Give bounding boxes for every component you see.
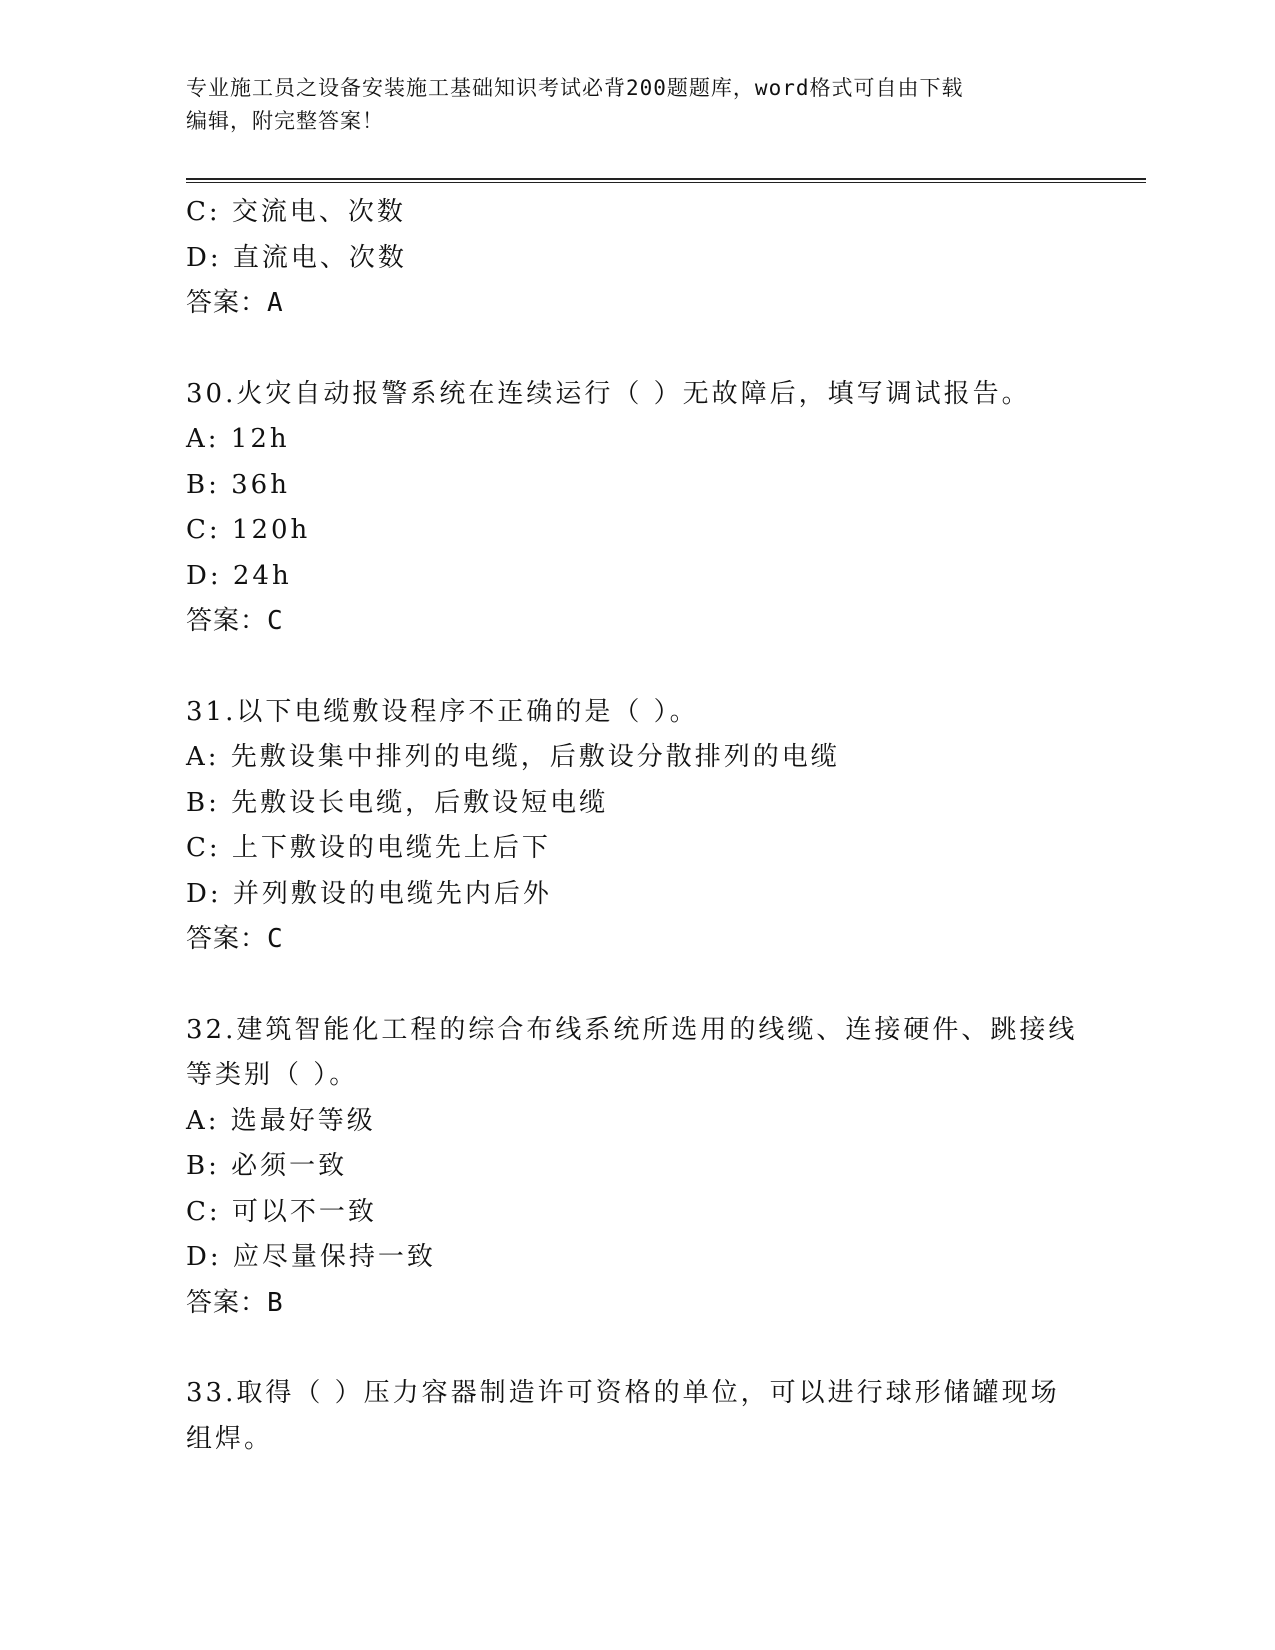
option-c: C: 交流电、次数 bbox=[186, 197, 406, 227]
answer-line: 答案：B bbox=[186, 1287, 284, 1318]
answer-line: 答案：C bbox=[186, 924, 284, 954]
option-a: A: 选最好等级 bbox=[186, 1105, 376, 1136]
question-stem-line-2: 组焊。 bbox=[186, 1423, 274, 1454]
option-d: D: 应尽量保持一致 bbox=[186, 1242, 436, 1272]
question-30 bbox=[186, 372, 1086, 645]
document-header bbox=[186, 72, 1066, 138]
option-c: C: 可以不一致 bbox=[186, 1196, 377, 1227]
option-d: D: 24h bbox=[186, 560, 292, 591]
option-b: B: 先敷设长电缆，后敷设短电缆 bbox=[186, 787, 609, 818]
option-d: D: 直流电、次数 bbox=[186, 242, 407, 273]
question-stem: 31.以下电缆敷设程序不正确的是（ ）。 bbox=[186, 696, 699, 727]
header-line-1: 专业施工员之设备安装施工基础知识考试必背200题题库，word格式可自由下载 bbox=[186, 76, 964, 100]
option-d: D: 并列敷设的电缆先内后外 bbox=[186, 878, 552, 909]
question-list bbox=[186, 190, 1086, 1462]
option-a: A: 先敷设集中排列的电缆，后敷设分散排列的电缆 bbox=[186, 742, 840, 772]
header-divider bbox=[186, 178, 1146, 183]
question-32 bbox=[186, 1008, 1086, 1327]
question-stem-line-1: 33.取得（ ）压力容器制造许可资格的单位，可以进行球形储罐现场 bbox=[186, 1378, 1060, 1408]
question-31 bbox=[186, 690, 1086, 963]
option-c: C: 120h bbox=[186, 515, 311, 545]
question-33 bbox=[186, 1371, 1086, 1462]
option-c: C: 上下敷设的电缆先上后下 bbox=[186, 833, 551, 863]
question-stem: 30.火灾自动报警系统在连续运行（ ）无故障后，填写调试报告。 bbox=[186, 378, 1031, 409]
question-stem-line-1: 32.建筑智能化工程的综合布线系统所选用的线缆、连接硬件、跳接线 bbox=[186, 1014, 1078, 1045]
option-a: A: 12h bbox=[186, 424, 290, 454]
answer-line: 答案：A bbox=[186, 288, 284, 318]
prev-question bbox=[186, 190, 1086, 327]
option-b: B: 36h bbox=[186, 469, 290, 500]
question-stem-line-2: 等类别（ ）。 bbox=[186, 1060, 359, 1090]
answer-line: 答案：C bbox=[186, 606, 284, 636]
option-b: B: 必须一致 bbox=[186, 1151, 348, 1181]
header-line-2: 编辑，附完整答案！ bbox=[186, 109, 384, 133]
